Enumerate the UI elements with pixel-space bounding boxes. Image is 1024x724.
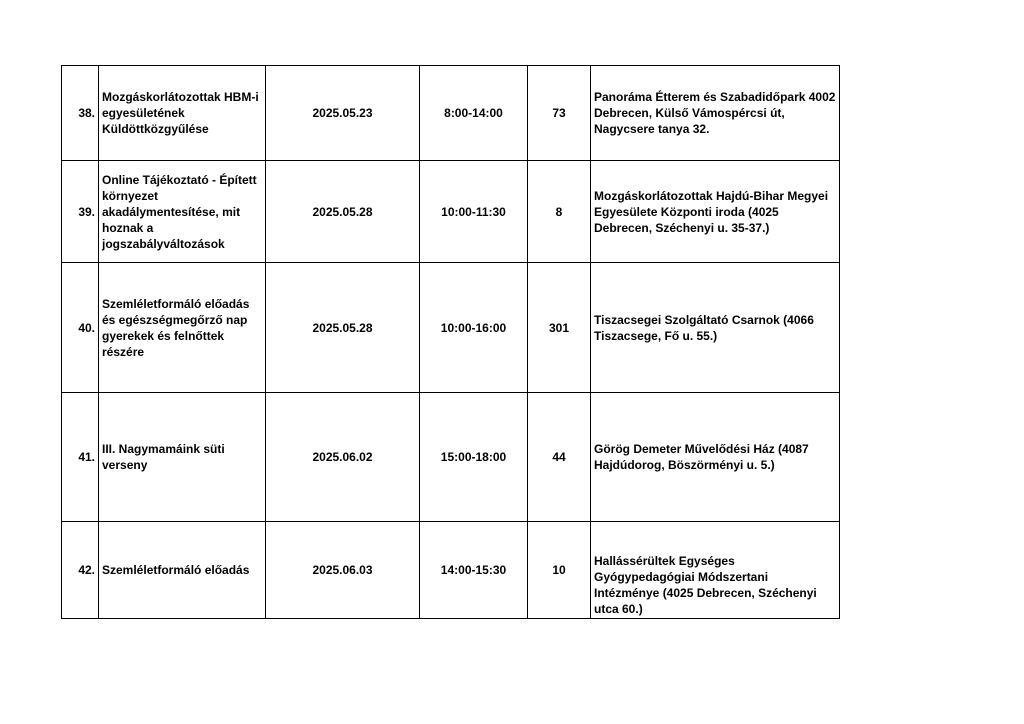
event-time: 8:00-14:00 bbox=[420, 66, 528, 161]
event-venue: Hallássérültek Egységes Gyógypedagógiai Módszertani Intézménye (4025 Debrecen, Széchenyi utca 60.) bbox=[591, 522, 840, 619]
event-title: III. Nagymamáink süti verseny bbox=[99, 393, 266, 522]
event-date: 2025.06.02 bbox=[266, 393, 420, 522]
event-time: 14:00-15:30 bbox=[420, 522, 528, 619]
table-row bbox=[62, 161, 840, 263]
event-venue: Görög Demeter Művelődési Ház (4087 Hajdúdorog, Böszörményi u. 5.) bbox=[591, 393, 840, 522]
event-title: Szemléletformáló előadás bbox=[99, 522, 266, 619]
event-title: Online Tájékoztató - Épített környezet akadálymentesítése, mit hoznak a jogszabályváltozások bbox=[99, 161, 266, 263]
event-venue: Panoráma Étterem és Szabadidőpark 4002 Debrecen, Külső Vámospércsi út, Nagycsere tanya 32. bbox=[591, 66, 840, 161]
row-number: 41. bbox=[62, 393, 99, 522]
row-number: 40. bbox=[62, 263, 99, 393]
table-row bbox=[62, 66, 840, 161]
participant-count: 301 bbox=[528, 263, 591, 393]
event-time: 10:00-16:00 bbox=[420, 263, 528, 393]
event-date: 2025.05.28 bbox=[266, 263, 420, 393]
event-time: 15:00-18:00 bbox=[420, 393, 528, 522]
row-number: 38. bbox=[62, 66, 99, 161]
row-number: 42. bbox=[62, 522, 99, 619]
participant-count: 10 bbox=[528, 522, 591, 619]
participant-count: 44 bbox=[528, 393, 591, 522]
event-time: 10:00-11:30 bbox=[420, 161, 528, 263]
table-row bbox=[62, 522, 840, 619]
event-date: 2025.05.23 bbox=[266, 66, 420, 161]
event-venue: Tiszacsegei Szolgáltató Csarnok (4066 Tiszacsege, Fő u. 55.) bbox=[591, 263, 840, 393]
table-row bbox=[62, 393, 840, 522]
participant-count: 8 bbox=[528, 161, 591, 263]
table-row bbox=[62, 263, 840, 393]
event-title: Mozgáskorlátozottak HBM-i egyesületének Küldöttközgyűlése bbox=[99, 66, 266, 161]
event-venue: Mozgáskorlátozottak Hajdú-Bihar Megyei Egyesülete Központi iroda (4025 Debrecen, Széchenyi u. 35-37.) bbox=[591, 161, 840, 263]
events-table bbox=[61, 65, 840, 619]
event-date: 2025.05.28 bbox=[266, 161, 420, 263]
event-date: 2025.06.03 bbox=[266, 522, 420, 619]
event-title: Szemléletformáló előadás és egészségmegőrző nap gyerekek és felnőttek részére bbox=[99, 263, 266, 393]
row-number: 39. bbox=[62, 161, 99, 263]
participant-count: 73 bbox=[528, 66, 591, 161]
